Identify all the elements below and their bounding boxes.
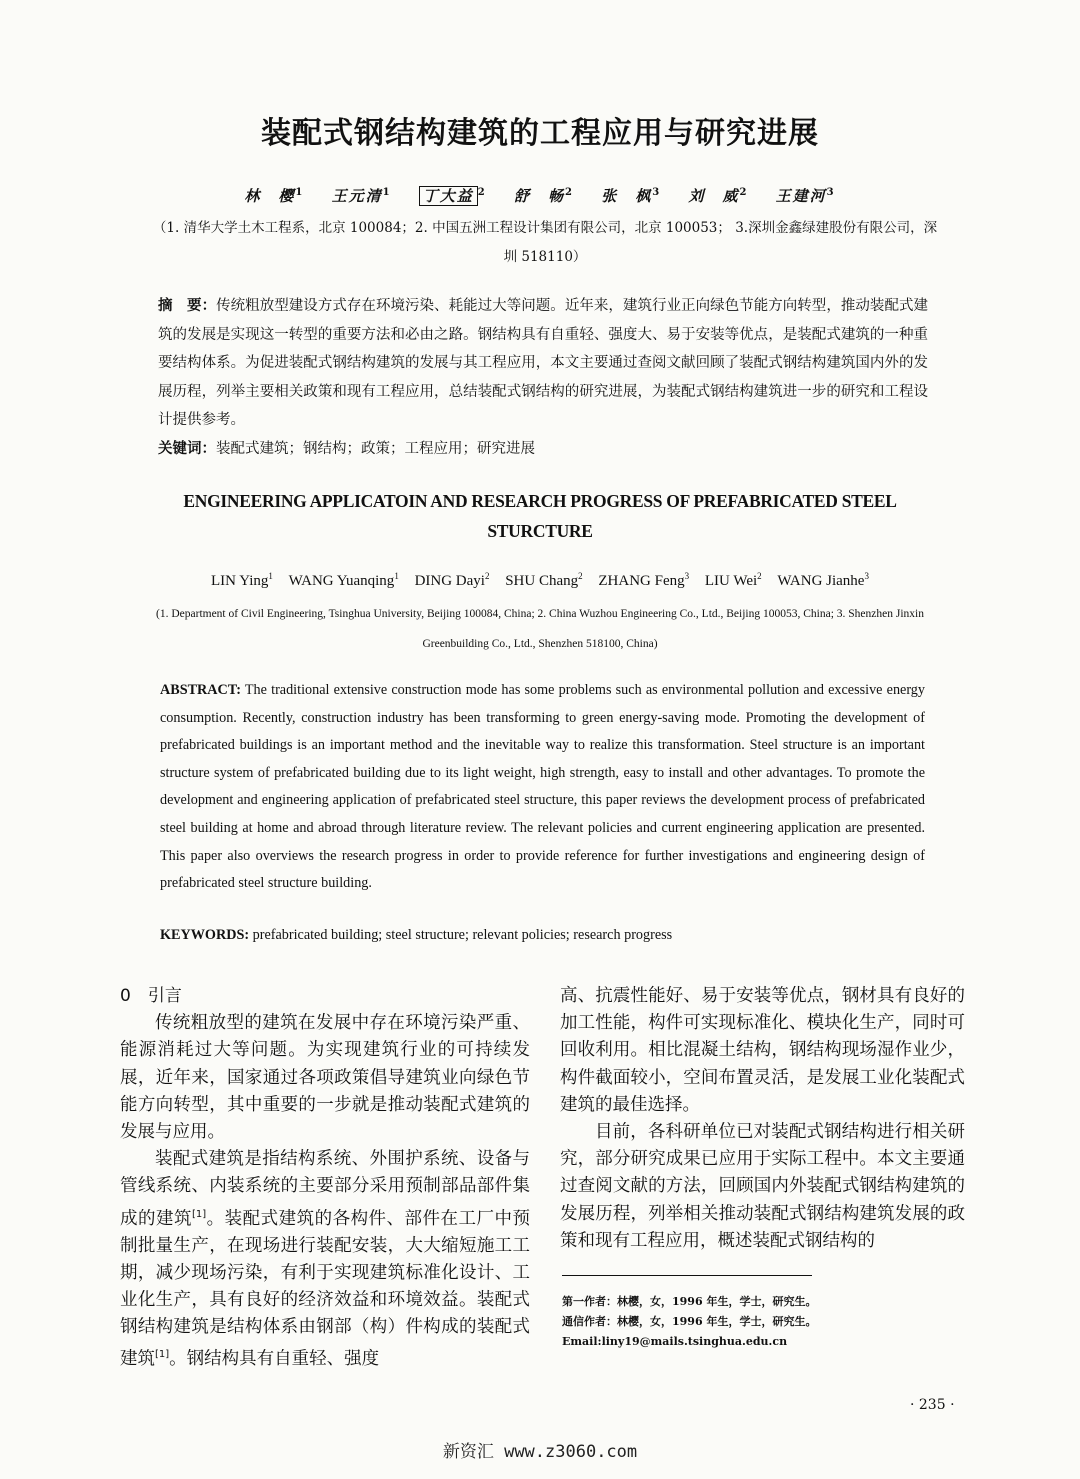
keywords-cn [158, 437, 535, 458]
keywords-cn-text: 装配式建筑；钢结构；政策；工程应用；研究进展 [216, 441, 535, 457]
affiliation-en: (1. Department of Civil Engineering, Tsinghua University, Beijing 100084, China; 2. China Wuzhou Engineering Co., Ltd., Beijing 100053, China; 3. Shenzhen Jinxin Greenbuilding Co., Ltd., Shenzhen 518100, China) [156, 608, 924, 650]
authors-cn [0, 185, 1080, 206]
affiliation-cn: （1. 清华大学土木工程系，北京 100084；2. 中国五洲工程设计集团有限公司，北京 100053； 3.深圳金鑫绿建股份有限公司，深圳 518110） [152, 220, 938, 265]
author-cn: 张 枫$^3$ [601, 187, 662, 205]
keywords-en-text: prefabricated building; steel structure; relevant policies; research progress [252, 927, 673, 943]
citation[interactable]: [1] [191, 1208, 207, 1220]
abstract-en-label: ABSTRACT: [160, 682, 241, 698]
abstract-en-text: The traditional extensive construction mode has some problems such as environmental pollution and excessive energy consumption. Recently, construction industry has been transforming to green energy-saving mode. Promoting the development of prefabricated buildings is an important method and the inevitable way to realize this transformation. Steel structure is an important structure system of prefabricated building due to its light weight, high strength, easy to install and other advantages. To promote the development and engineering application of prefabricated steel structure, this paper reviews the development process of prefabricated steel building at home and abroad through literature review. The relevant policies and current engineering application are presented. This paper also overviews the research progress in order to provide reference for further investigations and engineering design of prefabricated steel structure building. [160, 682, 925, 892]
section-heading: 0 引言 [120, 986, 182, 1006]
footnotes [562, 1292, 962, 1352]
authors-en [0, 571, 1080, 590]
author-en: LIN Ying$^1$ [211, 571, 273, 589]
author-cn-boxed: 丁大益 $^2$ [419, 187, 487, 205]
author-cn: 舒 畅$^2$ [514, 187, 574, 205]
author-cn: 林 樱$^1$ [244, 187, 305, 205]
footnote-email[interactable]: Email:liny19@mails.tsinghua.edu.cn [562, 1335, 788, 1348]
keywords-en-label: KEYWORDS: [160, 927, 250, 943]
author-cn: 刘 威$^2$ [688, 187, 749, 205]
page-number: · 235 · [910, 1397, 955, 1413]
abstract-cn [158, 292, 928, 435]
watermark: 新资汇 www.z3060.com [442, 1442, 638, 1462]
footnote-rule [562, 1275, 812, 1276]
body-paragraph: 装配式建筑是指结构系统、外围护系统、设备与管线系统、内装系统的主要部分采用预制部品部件集成的建筑[1]。装配式建筑的各构件、部件在工厂中预制批量生产，在现场进行装配安装，大大缩短施工工期，减少现场污染，有利于实现建筑标准化设计、工业化生产，具有良好的经济效益和环境效益。装配式钢结构建筑是结构体系由钢部（构）件构成的装配式建筑[1]。钢结构具有自重轻、强度 [120, 1149, 530, 1370]
author-cn: 王建河$^3$ [775, 187, 836, 205]
body-paragraph: 传统粗放型的建筑在发展中存在环境污染严重、能源消耗过大等问题。为实现建筑行业的可持续发展，近年来，国家通过各项政策倡导建筑业向绿色节能方向转型，其中重要的一步就是推动装配式建筑的发展与应用。 [120, 1013, 530, 1143]
body-paragraph-continued: 高、抗震性能好、易于安装等优点，钢材具有良好的加工性能，构件可实现标准化、模块化生产，同时可回收利用。相比混凝土结构，钢结构现场湿作业少，构件截面较小，空间布置灵活，是发展工业化装配式建筑的最佳选择。 [560, 986, 965, 1115]
keywords-cn-label: 关键词： [158, 441, 216, 457]
author-en: SHU Chang$^2$ [505, 571, 583, 589]
body-paragraph: 目前，各科研单位已对装配式钢结构进行相关研究，部分研究成果已应用于实际工程中。本文主要通过查阅文献的方法，回顾国内外装配式钢结构建筑的发展历程，列举相关推动装配式钢结构建筑发展的政策和现有工程应用，概述装配式钢结构的 [560, 1122, 965, 1251]
abstract-cn-label: 摘 要： [158, 298, 217, 314]
footnote-first-author: 第一作者：林樱，女，1996 年生，学士，研究生。 [562, 1295, 817, 1308]
author-en: DING Dayi$^2$ [414, 571, 490, 589]
author-en: ZHANG Feng$^3$ [598, 571, 690, 589]
citation[interactable]: [1] [155, 1349, 170, 1361]
paper-title-en: ENGINEERING APPLICATOIN AND RESEARCH PROGRESS OF PREFABRICATED STEEL STURCTURE [183, 491, 897, 541]
body-column-left [120, 983, 530, 1374]
keywords-en [160, 927, 672, 944]
author-en: WANG Yuanqing$^1$ [288, 571, 399, 589]
author-en: LIU Wei$^2$ [704, 571, 762, 589]
author-cn: 王元清$^1$ [331, 187, 392, 205]
author-en: WANG Jianhe$^3$ [777, 571, 869, 589]
footnote-corresponding: 通信作者：林樱，女，1996 年生，学士，研究生。 [562, 1315, 817, 1328]
paper-title: 装配式钢结构建筑的工程应用与研究进展 [261, 116, 819, 151]
abstract-cn-text: 传统粗放型建设方式存在环境污染、耗能过大等问题。近年来，建筑行业正向绿色节能方向转型，推动装配式建筑的发展是实现这一转型的重要方法和必由之路。钢结构具有自重轻、强度大、易于安装等优点，是装配式建筑的一种重要结构体系。为促进装配式钢结构建筑的发展与其工程应用，本文主要通过查阅文献回顾了装配式钢结构建筑国内外的发展历程，列举主要相关政策和现有工程应用，总结装配式钢结构的研究进展，为装配式钢结构建筑进一步的研究和工程设计提供参考。 [158, 298, 929, 428]
abstract-en [160, 677, 925, 898]
body-column-right [560, 983, 965, 1255]
